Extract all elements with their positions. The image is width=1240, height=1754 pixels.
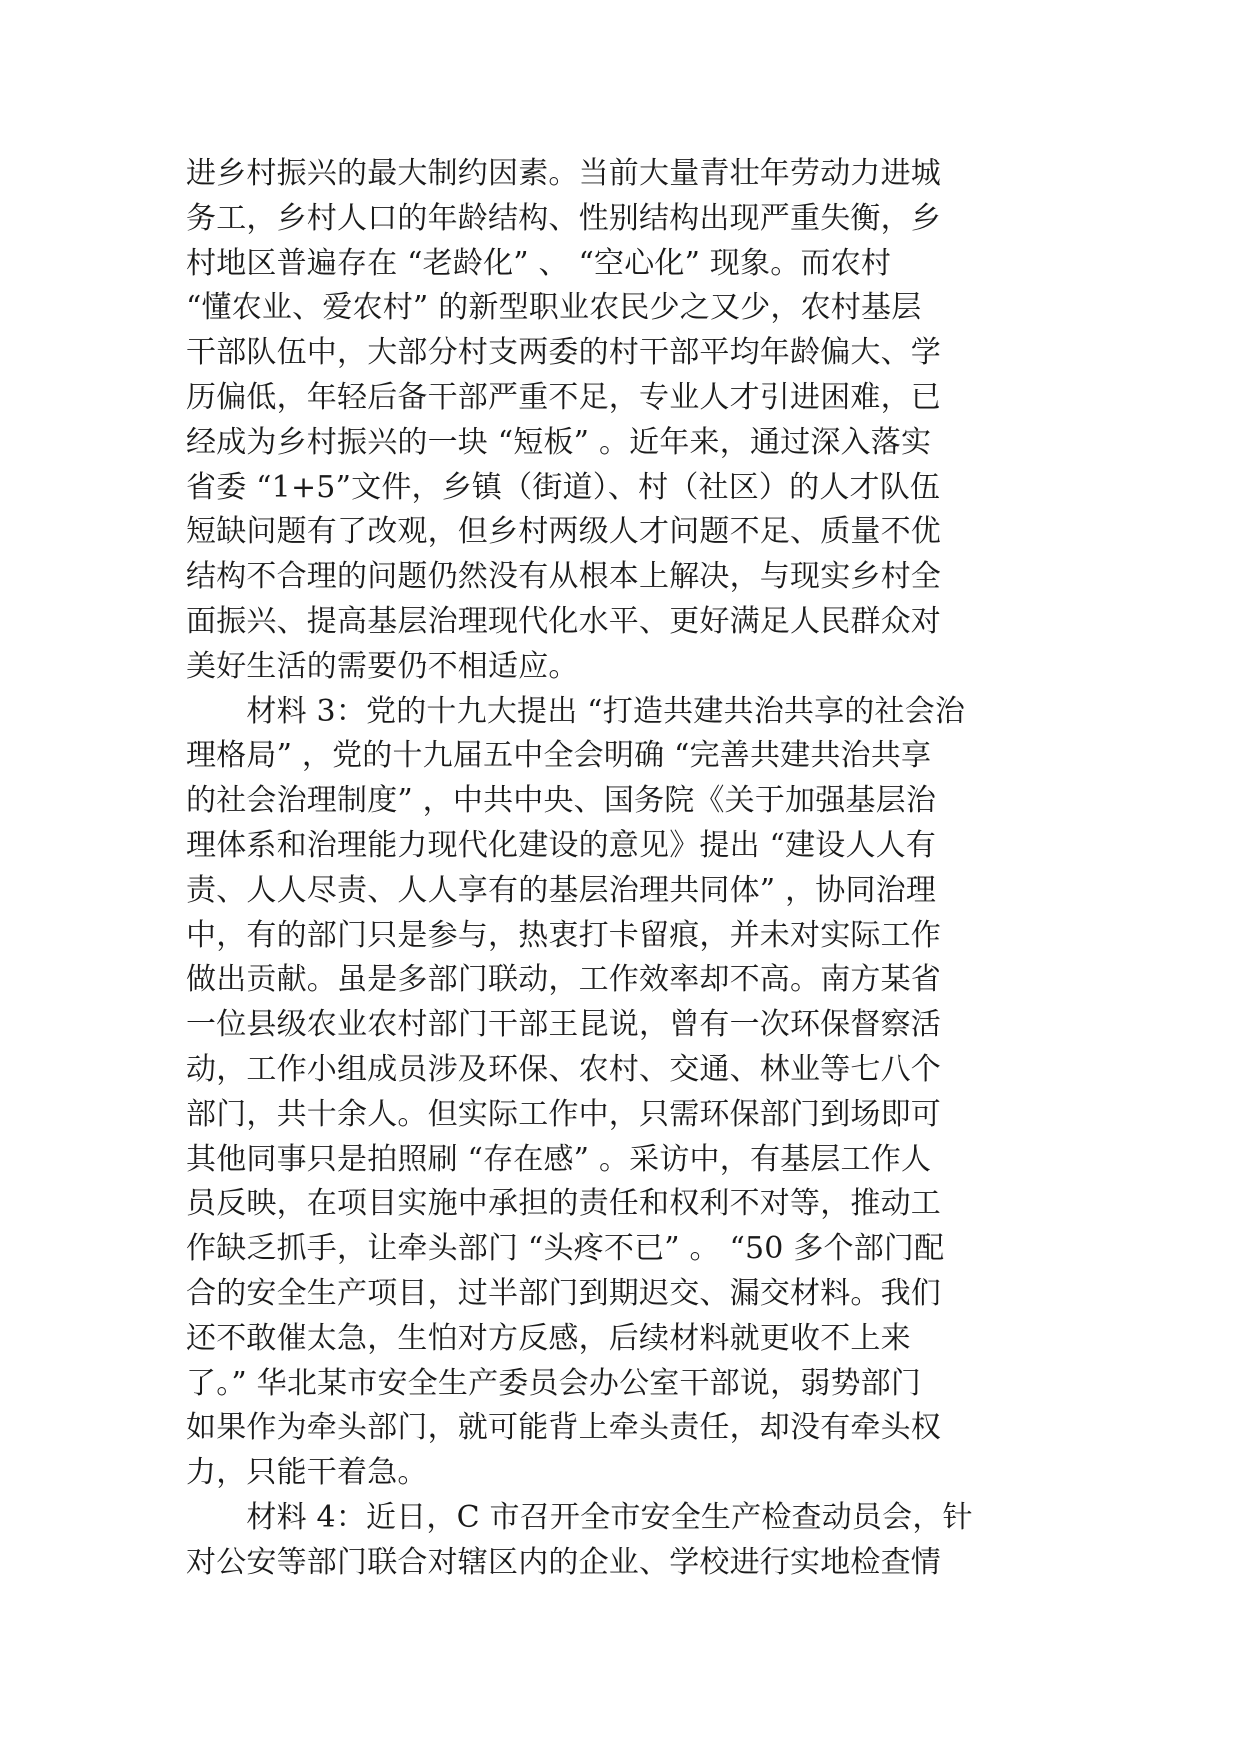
text-line: 作缺乏抓手，让牵头部门 “头疼不已” 。 “50 多个部门配: [186, 1231, 945, 1267]
paragraph: [186, 690, 1064, 1496]
paragraph: [186, 152, 1064, 690]
text-line: 如果作为牵头部门，就可能背上牵头责任，却没有牵头权: [186, 1410, 941, 1446]
text-line: 进乡村振兴的最大制约因素。当前大量青壮年劳动力进城: [186, 156, 941, 191]
text-line: 的社会治理制度” ，中共中央、国务院《关于加强基层治: [186, 783, 937, 819]
text-line: 短缺问题有了改观，但乡村两级人才问题不足、质量不优: [186, 514, 941, 550]
text-line: 其他同事只是拍照刷 “存在感” 。采访中，有基层工作人: [186, 1141, 932, 1177]
text-line: 理体系和治理能力现代化建设的意见》提出 “建设人人有: [186, 827, 937, 863]
text-line: 责、人人尽责、人人享有的基层治理共同体” ，协同治理: [186, 872, 937, 908]
text-line: 经成为乡村振兴的一块 “短板” 。近年来，通过深入落实: [186, 424, 932, 460]
text-line: 力，只能干着急。: [186, 1455, 428, 1491]
text-line: 面振兴、提高基层治理现代化水平、更好满足人民群众对: [186, 603, 941, 639]
text-line: 动，工作小组成员涉及环保、农村、交通、林业等七八个: [186, 1051, 941, 1087]
text-line: 部门，共十余人。但实际工作中，只需环保部门到场即可: [186, 1096, 941, 1132]
text-line: 材料 4：近日，C 市召开全市安全生产检查动员会，针: [186, 1499, 973, 1535]
text-line: 中，有的部门只是参与，热衷打卡留痕，并未对实际工作: [186, 917, 941, 953]
text-line: 员反映，在项目实施中承担的责任和权利不对等，推动工: [186, 1186, 941, 1222]
paragraph: [186, 1496, 1064, 1586]
text-line: 结构不合理的问题仍然没有从根本上解决，与现实乡村全: [186, 559, 941, 595]
text-line: 做出贡献。虽是多部门联动，工作效率却不高。南方某省: [186, 962, 941, 998]
text-line: 美好生活的需要仍不相适应。: [186, 648, 579, 684]
text-line: 省委 “1+5”文件，乡镇（街道）、村（社区）的人才队伍: [186, 469, 941, 505]
text-line: 干部队伍中，大部分村支两委的村干部平均年龄偏大、学: [186, 335, 941, 371]
text-line: 材料 3：党的十九大提出 “打造共建共治共享的社会治: [186, 693, 966, 729]
text-line: 合的安全生产项目，过半部门到期迟交、漏交材料。我们: [186, 1275, 941, 1311]
body-text: [186, 152, 1064, 1586]
text-line: 历偏低，年轻后备干部严重不足，专业人才引进困难，已: [186, 379, 941, 415]
text-line: “懂农业、爱农村” 的新型职业农民少之又少，农村基层: [186, 290, 922, 326]
text-line: 对公安等部门联合对辖区内的企业、学校进行实地检查情: [186, 1544, 941, 1580]
text-line: 理格局” ，党的十九届五中全会明确 “完善共建共治共享: [186, 738, 932, 774]
text-line: 了。” 华北某市安全生产委员会办公室干部说，弱势部门: [186, 1365, 922, 1401]
text-line: 村地区普遍存在 “老龄化” 、 “空心化” 现象。而农村: [186, 245, 892, 281]
text-line: 一位县级农业农村部门干部王昆说，曾有一次环保督察活: [186, 1007, 941, 1043]
text-line: 务工，乡村人口的年龄结构、性别结构出现严重失衡，乡: [186, 200, 941, 236]
text-line: 还不敢催太急，生怕对方反感，后续材料就更收不上来: [186, 1320, 911, 1356]
